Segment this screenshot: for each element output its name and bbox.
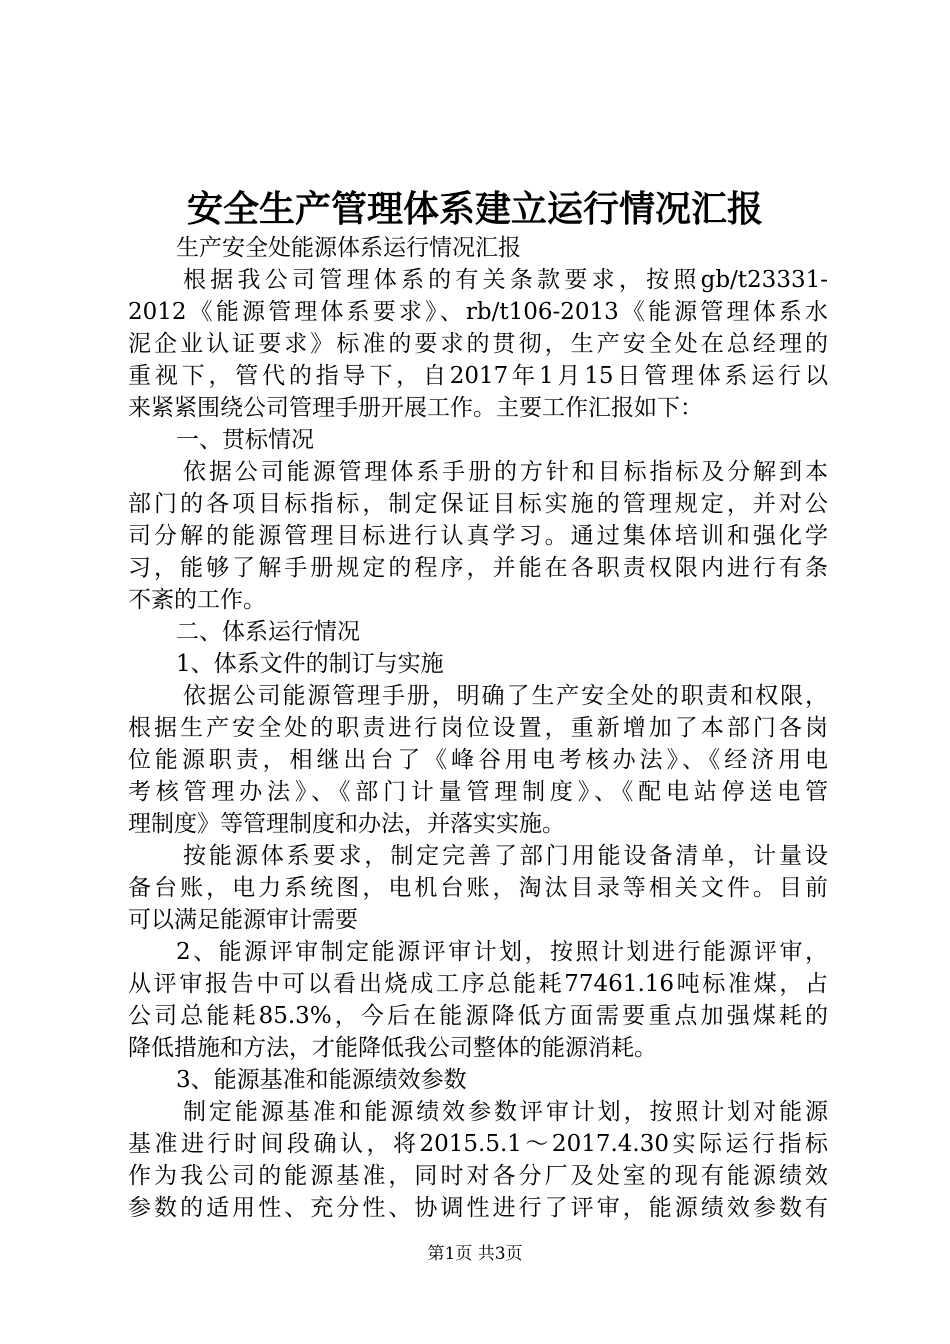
paragraph-line: 依据公司能源管理手册，明确了生产安全处的职责和权限， <box>183 683 828 709</box>
paragraph-line: 制定能源基准和能源绩效参数评审计划，按照计划对能源 <box>183 1099 828 1125</box>
paragraph-line: 部门的各项目标指标，制定保证目标实施的管理规定，并对公 <box>128 491 828 517</box>
paragraph-line: 根据生产安全处的职责进行岗位设置，重新增加了本部门各岗 <box>128 715 828 741</box>
paragraph-line: 从评审报告中可以看出烧成工序总能耗77461.16吨标准煤，占 <box>128 971 828 997</box>
paragraph-line: 司分解的能源管理目标进行认真学习。通过集体培训和强化学 <box>128 523 828 549</box>
paragraph-line: 可以满足能源审计需要 <box>128 907 358 933</box>
paragraph-line: 不紊的工作。 <box>128 587 266 613</box>
subsection-heading: 3、能源基准和能源绩效参数 <box>176 1067 467 1093</box>
subsection-heading: 1、体系文件的制订与实施 <box>176 651 444 677</box>
paragraph-line: 参数的适用性、充分性、协调性进行了评审，能源绩效参数有 <box>128 1195 828 1221</box>
section-heading: 二、体系运行情况 <box>176 619 360 645</box>
paragraph-line: 习，能够了解手册规定的程序，并能在各职责权限内进行有条 <box>128 555 828 581</box>
paragraph-line: 根据我公司管理体系的有关条款要求，按照gb/t23331- <box>183 267 828 293</box>
paragraph-line: 位能源职责，相继出台了《峰谷用电考核办法》、《经济用电 <box>128 747 828 773</box>
paragraph-line: 基准进行时间段确认，将2015.5.1～2017.4.30实际运行指标 <box>128 1131 828 1157</box>
paragraph-line: 备台账，电力系统图，电机台账，淘汰目录等相关文件。目前 <box>128 875 828 901</box>
paragraph-line: 重视下，管代的指导下，自2017年1月15日管理体系运行以 <box>128 363 828 389</box>
paragraph-line: 考核管理办法》、《部门计量管理制度》、《配电站停送电管 <box>128 779 828 805</box>
paragraph-line: 依据公司能源管理体系手册的方针和目标指标及分解到本 <box>183 459 828 485</box>
paragraph-line: 降低措施和方法，才能降低我公司整体的能源消耗。 <box>128 1035 657 1061</box>
section-heading: 一、贯标情况 <box>176 427 314 453</box>
document-title: 安全生产管理体系建立运行情况汇报 <box>186 188 763 230</box>
paragraph-line: 理制度》等管理制度和办法，并落实实施。 <box>128 811 565 837</box>
paragraph-line: 公司总能耗85.3%，今后在能源降低方面需要重点加强煤耗的 <box>128 1003 828 1029</box>
paragraph-line: 2、能源评审制定能源评审计划，按照计划进行能源评审， <box>176 939 828 965</box>
paragraph-line: 泥企业认证要求》标准的要求的贯彻，生产安全处在总经理的 <box>128 331 828 357</box>
document-body <box>128 232 828 1224</box>
paragraph-line: 来紧紧围绕公司管理手册开展工作。主要工作汇报如下： <box>128 395 703 421</box>
paragraph-line: 2012《能源管理体系要求》、rb/t106-2013《能源管理体系水 <box>128 299 828 325</box>
subtitle-line: 生产安全处能源体系运行情况汇报 <box>176 235 521 261</box>
paragraph-line: 按能源体系要求，制定完善了部门用能设备清单，计量设 <box>183 843 828 869</box>
page-footer: 第1页 共3页 <box>427 1244 523 1264</box>
paragraph-line: 作为我公司的能源基准，同时对各分厂及处室的现有能源绩效 <box>128 1163 828 1189</box>
